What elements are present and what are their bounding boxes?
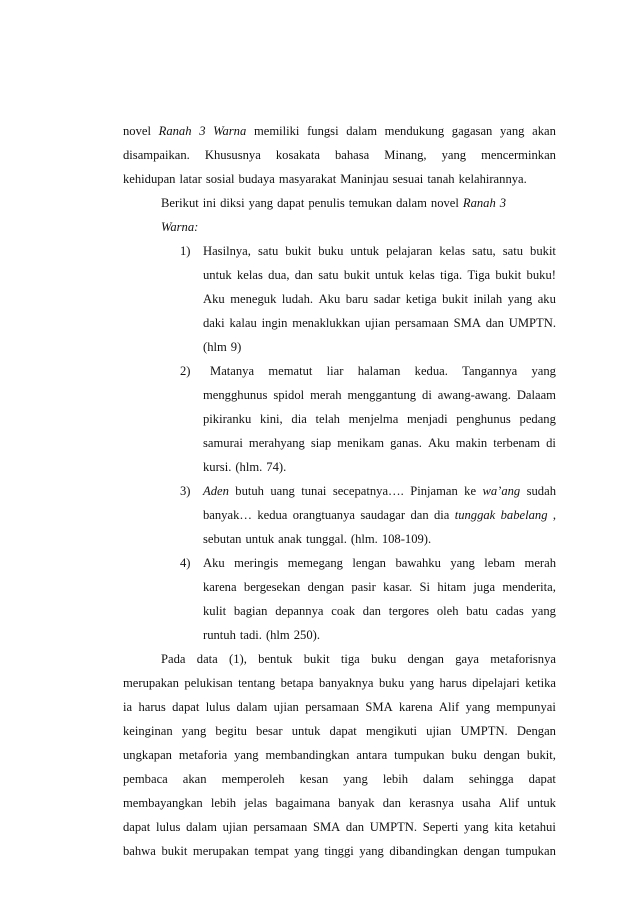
quote-line: Aden butuh uang tunai secepatnya…. Pinjaman ke wa’ang sudah [203, 484, 556, 498]
text-line: membayangkan lebih jelas bagaimana banyak dan kerasnya usaha Alif untuk [123, 796, 556, 810]
quote-line: kulit bagian depannya coak dan tergores oleh batu cadas yang [203, 604, 556, 618]
list-number: 1) [180, 244, 191, 258]
text-line: Warna: [161, 220, 199, 234]
quote-line: pikiranku kini, dia telah menjelma menjadi penghunus pedang [203, 412, 556, 426]
text-line: ungkapan metaforia yang membandingkan antara tumpukan buku dengan bukit, [123, 748, 556, 762]
quote-line: Hasilnya, satu bukit buku untuk pelajaran kelas satu, satu bukit [203, 244, 556, 258]
text-line: Berikut ini diksi yang dapat penulis temukan dalam novel Ranah 3 [161, 196, 507, 210]
list-number: 2) [180, 364, 191, 378]
text-line: ia harus dapat lulus dalam ujian persamaan SMA karena Alif yang mempunyai [123, 700, 556, 714]
quote-line: banyak… kedua orangtuanya saudagar dan dia tunggak babelang , [203, 508, 556, 522]
text-line: keinginan yang begitu besar untuk dapat mengikuti ujian UMPTN. Dengan [123, 724, 556, 738]
text-line: novel Ranah 3 Warna memiliki fungsi dalam mendukung gagasan yang akan [123, 124, 556, 138]
text-line: dapat lulus dalam ujian persamaan SMA dan UMPTN. Seperti yang kita ketahui [123, 820, 556, 834]
quote-line: samurai merahyang siap menikam ganas. Aku makin terbenam di [203, 436, 556, 450]
quote-line: mengghunus spidol merah menggantung di awang-awang. Dalaam [203, 388, 556, 402]
text-line: disampaikan. Khususnya kosakata bahasa Minang, yang mencerminkan [123, 148, 556, 162]
quote-line: untuk kelas dua, dan satu bukit untuk kelas tiga. Tiga bukit buku! [203, 268, 556, 282]
quote-line: (hlm 9) [203, 340, 242, 354]
quote-line: karena bergesekan dengan pasir kasar. Si hitam juga menderita, [203, 580, 556, 594]
text-line: bahwa bukit merupakan tempat yang tinggi yang dibandingkan dengan tumpukan [123, 844, 556, 858]
quote-line: Aku meneguk ludah. Aku baru sadar ketiga bukit inilah yang aku [203, 292, 556, 306]
quote-line: kursi. (hlm. 74). [203, 460, 287, 474]
list-number: 3) [180, 484, 191, 498]
text-line: kehidupan latar sosial budaya masyarakat Maninjau sesuai tanah kelahirannya. [123, 172, 527, 186]
text-line: pembaca akan memperoleh kesan yang lebih dalam sehingga dapat [123, 772, 556, 786]
quote-line: runtuh tadi. (hlm 250). [203, 628, 320, 642]
quote-line: sebutan untuk anak tunggal. (hlm. 108-109). [203, 532, 432, 546]
text-line: merupakan pelukisan tentang betapa banyaknya buku yang harus dipelajari ketika [123, 676, 556, 690]
quote-line: Matanya mematut liar halaman kedua. Tangannya yang [210, 364, 556, 378]
quote-line: daki kalau ingin menaklukkan ujian persamaan SMA dan UMPTN. [203, 316, 556, 330]
quote-line: Aku meringis memegang lengan bawahku yang lebam merah [203, 556, 556, 570]
text-line: Pada data (1), bentuk bukit tiga buku dengan gaya metaforisnya [161, 652, 556, 666]
list-number: 4) [180, 556, 191, 570]
